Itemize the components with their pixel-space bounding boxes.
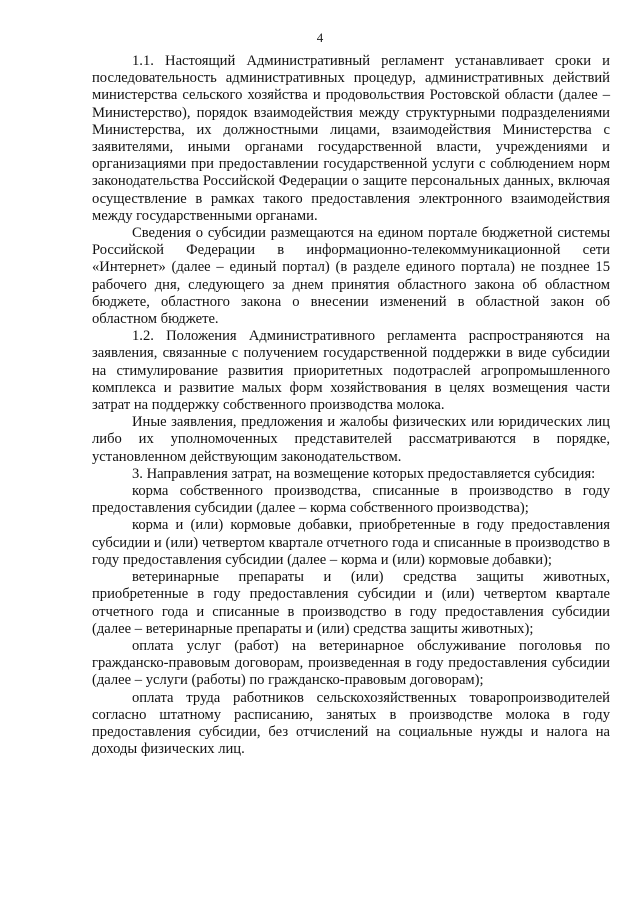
list-item-labor-payment: оплата труда работников сельскохозяйственных товаропроизводителей согласно штатному расписанию, занятых в производстве молока в году предоставления субсидии, без отчислений на социальные нужды и налога на доходы физических лиц. xyxy=(92,689,610,758)
list-item-purchased-feed: корма и (или) кормовые добавки, приобретенные в году предоставления субсидии и (или) четвертом квартале отчетного года и списанные в производство в году предоставления субсидии (далее – корма и (или) кормовые добавки); xyxy=(92,517,610,568)
paragraph-other-applications: Иные заявления, предложения и жалобы физических или юридических лиц либо их уполномоченных представителей рассматриваются в порядке, установленном действующим законодательством. xyxy=(92,414,610,465)
paragraph-subsidy-info: Сведения о субсидии размещаются на едином портале бюджетной системы Российской Федерации в информационно-телекоммуникационной сети «Интернет» (далее – единый портал) (в разделе единого портала) не позднее 15 рабочего дня, следующего за днем принятия областного закона об областном бюджете, областного закона о внесении изменений в областной закон об областном бюджете. xyxy=(92,225,610,328)
paragraph-1-1-scope: 1.1. Настоящий Административный регламент устанавливает сроки и последовательность административных процедур, административных действий министерства сельского хозяйства и продовольствия Ростовской области (далее – Министерство), порядок взаимодействия между структурными подразделениями Министерства, их должностными лицами, взаимодействия Министерства с заявителями, иными органами государственной власти, учреждениями и организациями при предоставлении государственной услуги с соблюдением норм законодательства Российской Федерации о защите персональных данных, включая осуществление в рамках такого предоставления электронного взаимодействия между государственными органами. xyxy=(92,53,610,224)
list-item-own-feed: корма собственного производства, списанные в производство в году предоставления субсидии (далее – корма собственного производства); xyxy=(92,483,610,517)
list-item-veterinary-services: оплата услуг (работ) на ветеринарное обслуживание поголовья по гражданско-правовым договорам, произведенная в году предоставления субсидии (далее – услуги (работы) по гражданско-правовым договорам); xyxy=(92,637,610,689)
paragraph-3-cost-directions: 3. Направления затрат, на возмещение которых предоставляется субсидия: xyxy=(132,465,596,482)
document-body xyxy=(92,53,610,758)
page-number: 4 xyxy=(316,30,324,45)
list-item-veterinary-drugs: ветеринарные препараты и (или) средства защиты животных, приобретенные в году предоставления субсидии и (или) четвертом квартале отчетного года и списанные в производство в году предоставления субсидии (далее – ветеринарные препараты и (или) средства защиты животных); xyxy=(92,569,610,637)
paragraph-1-2-applicability: 1.2. Положения Административного регламента распространяются на заявления, связанные с получением государственной поддержки в виде субсидии на стимулирование развития приоритетных подотраслей агропромышленного комплекса и развитие малых форм хозяйствования в целях возмещения части затрат на поддержку собственного производства молока. xyxy=(92,328,610,414)
